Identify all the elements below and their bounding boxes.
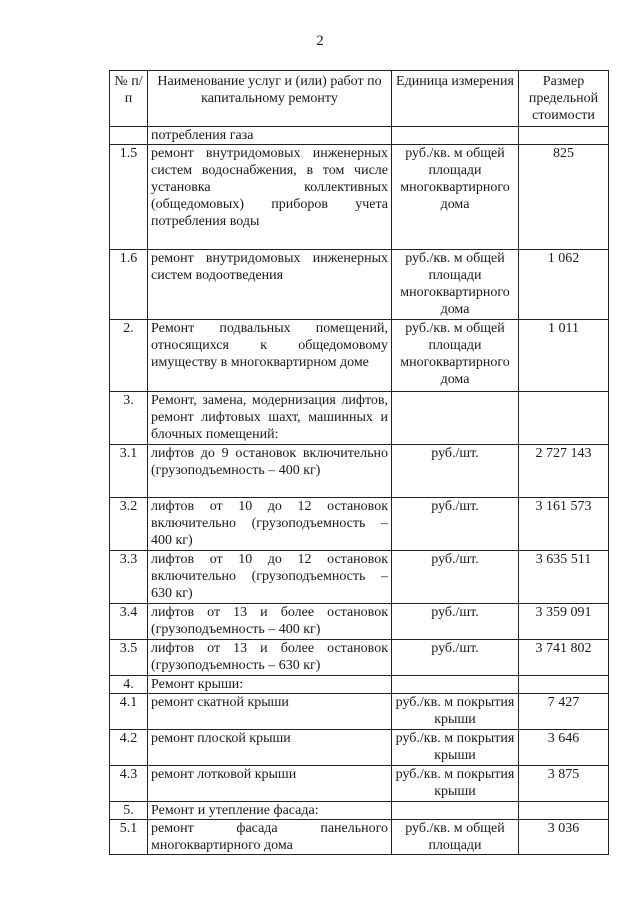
row-unit [392,392,519,445]
row-number: 3.2 [110,498,148,551]
row-unit: руб./кв. м общей площади многоквартирного дома [392,145,519,250]
table-row [110,127,609,145]
table-row [110,604,609,640]
row-service-name: потребления газа [148,127,392,145]
row-number: 3.1 [110,445,148,498]
row-service-name: ремонт лотковой крыши [148,766,392,802]
row-cost: 7 427 [519,694,609,730]
row-unit: руб./шт. [392,445,519,498]
row-number: 2. [110,320,148,392]
row-service-name: ремонт внутридомовых инженерных систем водоотведения [148,250,392,320]
row-cost: 3 635 511 [519,551,609,604]
row-service-name: лифтов от 10 до 12 остановок включительно (грузоподъемность – 630 кг) [148,551,392,604]
row-cost: 3 646 [519,730,609,766]
row-cost [519,676,609,694]
row-cost: 3 875 [519,766,609,802]
table-header-row [110,71,609,127]
row-service-name: ремонт плоской крыши [148,730,392,766]
row-service-name: лифтов от 13 и более остановок (грузоподъемность – 400 кг) [148,604,392,640]
table-row [110,320,609,392]
row-cost [519,392,609,445]
row-service-name: ремонт скатной крыши [148,694,392,730]
header-service-name: Наименование услуг и (или) работ по капитальному ремонту [148,71,392,127]
row-unit: руб./кв. м общей площади многоквартирного дома [392,250,519,320]
row-cost: 1 011 [519,320,609,392]
row-number [110,127,148,145]
row-unit: руб./кв. м покрытия крыши [392,766,519,802]
header-unit: Единица измерения [392,71,519,127]
row-number: 3.5 [110,640,148,676]
row-unit: руб./кв. м покрытия крыши [392,730,519,766]
row-number: 1.6 [110,250,148,320]
row-cost: 3 036 [519,820,609,855]
row-unit: руб./шт. [392,551,519,604]
table-row [110,551,609,604]
row-number: 3.4 [110,604,148,640]
table-row [110,392,609,445]
table-row [110,145,609,250]
row-unit: руб./кв. м покрытия крыши [392,694,519,730]
row-number: 3. [110,392,148,445]
table-row [110,694,609,730]
row-cost: 3 359 091 [519,604,609,640]
row-cost: 2 727 143 [519,445,609,498]
row-service-name: лифтов до 9 остановок включительно (грузоподъемность – 400 кг) [148,445,392,498]
row-cost: 3 741 802 [519,640,609,676]
row-number: 5. [110,802,148,820]
row-unit: руб./шт. [392,604,519,640]
row-service-name: ремонт фасада панельного многоквартирного дома [148,820,392,855]
row-unit [392,802,519,820]
row-service-name: лифтов от 10 до 12 остановок включительно (грузоподъемность – 400 кг) [148,498,392,551]
row-service-name: Ремонт и утепление фасада: [148,802,392,820]
row-number: 4.1 [110,694,148,730]
capital-repair-cost-table [109,70,609,855]
table-row [110,250,609,320]
table-row [110,445,609,498]
table-row [110,730,609,766]
row-number: 4.3 [110,766,148,802]
row-number: 4. [110,676,148,694]
page-number: 2 [316,33,324,49]
row-unit: руб./кв. м общей площади [392,820,519,855]
header-max-cost: Размер предельной стоимости [519,71,609,127]
row-cost: 825 [519,145,609,250]
row-unit: руб./шт. [392,640,519,676]
row-unit: руб./шт. [392,498,519,551]
row-unit [392,127,519,145]
row-cost [519,127,609,145]
row-cost: 3 161 573 [519,498,609,551]
row-service-name: Ремонт крыши: [148,676,392,694]
row-unit [392,676,519,694]
row-number: 5.1 [110,820,148,855]
row-cost: 1 062 [519,250,609,320]
table-row [110,498,609,551]
row-service-name: лифтов от 13 и более остановок (грузоподъемность – 630 кг) [148,640,392,676]
row-cost [519,802,609,820]
row-number: 3.3 [110,551,148,604]
row-service-name: Ремонт, замена, модернизация лифтов, ремонт лифтовых шахт, машинных и блочных помещений: [148,392,392,445]
row-number: 1.5 [110,145,148,250]
row-number: 4.2 [110,730,148,766]
table-row [110,766,609,802]
row-service-name: ремонт внутридомовых инженерных систем водоснабжения, в том числе установка коллективных (общедомовых) приборов учета потребления воды [148,145,392,250]
table-row [110,676,609,694]
row-unit: руб./кв. м общей площади многоквартирного дома [392,320,519,392]
table-row [110,802,609,820]
header-number: № п/п [110,71,148,127]
row-service-name: Ремонт подвальных помещений, относящихся к общедомовому имуществу в многоквартирном доме [148,320,392,392]
table-row [110,820,609,855]
table-row [110,640,609,676]
